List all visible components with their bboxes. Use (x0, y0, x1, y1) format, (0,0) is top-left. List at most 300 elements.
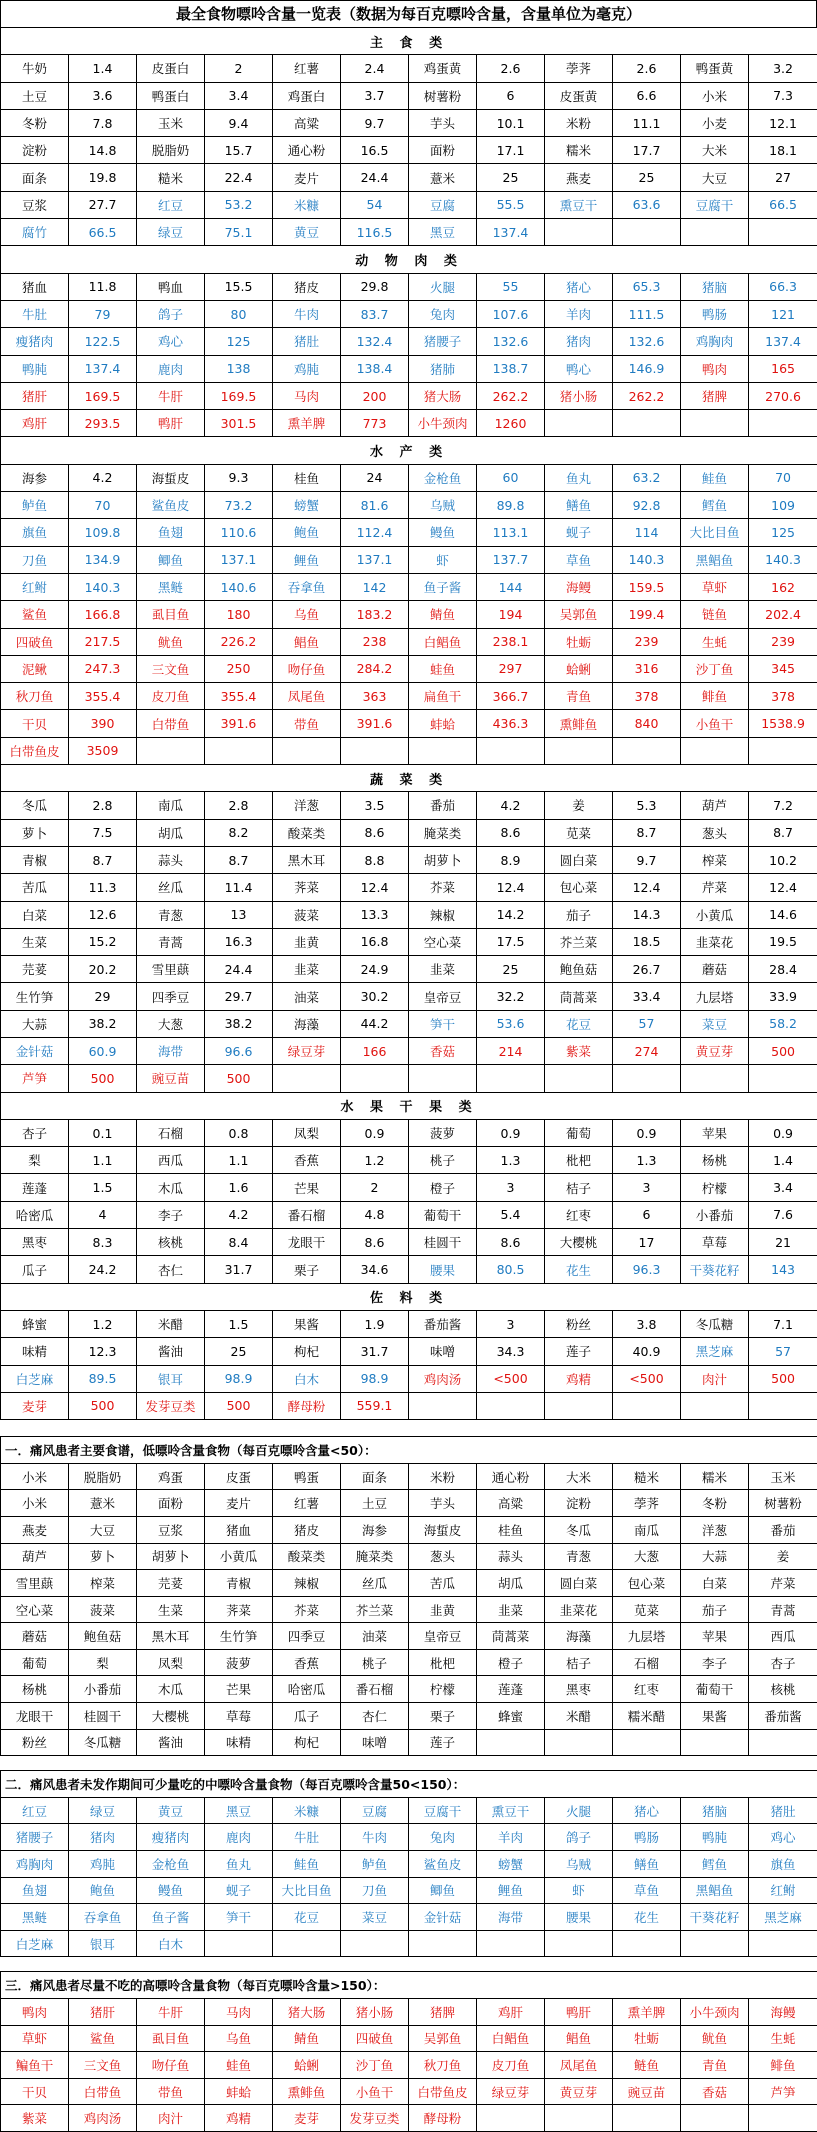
food-item: 发芽豆类 (341, 2105, 409, 2132)
food-item (613, 2105, 681, 2132)
food-item: 红鲋 (749, 1877, 817, 1904)
purine-value: 6.6 (613, 82, 681, 109)
food-name: 鲳鱼 (273, 628, 341, 655)
food-name: 荸荠 (545, 55, 613, 82)
food-item: 萝卜 (69, 1543, 137, 1570)
food-name: 鲫鱼 (137, 546, 205, 573)
table-row (1, 1676, 817, 1703)
purine-value: 109.8 (69, 519, 137, 546)
food-name: 麦片 (273, 164, 341, 191)
food-name: 芥菜 (409, 874, 477, 901)
food-item: 红薯 (273, 1490, 341, 1517)
food-name: 豌豆苗 (137, 1065, 205, 1092)
food-item: 兔肉 (409, 1824, 477, 1851)
purine-value: 96.6 (205, 1037, 273, 1064)
purine-value: 436.3 (477, 710, 545, 737)
food-name: 猪大肠 (409, 382, 477, 409)
food-name: 豆浆 (1, 191, 69, 218)
section-header: 主 食 类 (1, 28, 817, 55)
food-item: 蚌蛤 (205, 2078, 273, 2105)
food-item: 青葱 (545, 1543, 613, 1570)
purine-value: 125 (205, 328, 273, 355)
purine-value: 15.7 (205, 137, 273, 164)
food-name: 味噌 (409, 1338, 477, 1365)
table-row (1, 1010, 817, 1037)
food-name: 猪脑 (681, 273, 749, 300)
food-item: 鲑鱼 (273, 1851, 341, 1878)
food-name: 猪心 (545, 273, 613, 300)
table-row (1, 1570, 817, 1597)
purine-value: 33.9 (749, 983, 817, 1010)
food-name: 桃子 (409, 1147, 477, 1174)
food-name (409, 1065, 477, 1092)
food-name: 鲤鱼 (273, 546, 341, 573)
purine-value: 24.4 (341, 164, 409, 191)
food-name: 柠檬 (681, 1174, 749, 1201)
food-item: 牛肝 (137, 1999, 205, 2026)
food-item: 猪心 (613, 1797, 681, 1824)
purine-value: 138 (205, 355, 273, 382)
food-item: 猪大肠 (273, 1999, 341, 2026)
food-item: 猪小肠 (341, 1999, 409, 2026)
purine-value: 16.5 (341, 137, 409, 164)
purine-value: 18.1 (749, 137, 817, 164)
food-item: 瘦猪肉 (137, 1824, 205, 1851)
table-row (1, 1930, 817, 1957)
food-name: 菠菜 (273, 901, 341, 928)
food-name: 黑豆 (409, 219, 477, 246)
food-name: 鸭蛋黄 (681, 55, 749, 82)
food-name: 鸡胸肉 (681, 328, 749, 355)
food-name: 四破鱼 (1, 628, 69, 655)
spacer (0, 1756, 817, 1770)
food-name: 韭菜 (273, 956, 341, 983)
purine-value: 80 (205, 300, 273, 327)
purine-value: 31.7 (205, 1256, 273, 1283)
food-item: 吻仔鱼 (137, 2052, 205, 2079)
food-name (545, 737, 613, 764)
food-name: 菠萝 (409, 1119, 477, 1146)
food-name: 红枣 (545, 1201, 613, 1228)
purine-value: 19.5 (749, 928, 817, 955)
food-name: 空心菜 (409, 928, 477, 955)
purine-value: 53.2 (205, 191, 273, 218)
food-name: 蛤蜊 (545, 655, 613, 682)
food-item: 大豆 (69, 1516, 137, 1543)
purine-value: <500 (613, 1365, 681, 1392)
food-item: 核桃 (749, 1676, 817, 1703)
food-name: 桂圆干 (409, 1229, 477, 1256)
food-name: 韭黄 (273, 928, 341, 955)
table-row (1, 109, 817, 136)
food-item: 瓜子 (273, 1703, 341, 1730)
food-name: 花豆 (545, 1010, 613, 1037)
food-name: 绿豆 (137, 219, 205, 246)
purine-value: 1.3 (477, 1147, 545, 1174)
food-item: 马肉 (205, 1999, 273, 2026)
food-item: 鸡胸肉 (1, 1851, 69, 1878)
food-name (273, 737, 341, 764)
food-name: 姜 (545, 792, 613, 819)
food-name: 鸭肉 (681, 355, 749, 382)
purine-value: 773 (341, 410, 409, 437)
food-name: 辣椒 (409, 901, 477, 928)
purine-value: 17.1 (477, 137, 545, 164)
food-name: 乌贼 (409, 492, 477, 519)
food-name: 鳝鱼 (545, 492, 613, 519)
purine-value (477, 737, 545, 764)
food-name: 胡瓜 (137, 819, 205, 846)
food-name: 鲍鱼 (273, 519, 341, 546)
food-name: 熏豆干 (545, 191, 613, 218)
food-item: 鲍鱼 (69, 1877, 137, 1904)
food-name: 蘑菇 (681, 956, 749, 983)
food-item: 笋干 (205, 1904, 273, 1931)
purine-value (477, 1392, 545, 1419)
food-name: 刀鱼 (1, 546, 69, 573)
table-row (1, 874, 817, 901)
food-item: 鸡肫 (69, 1851, 137, 1878)
food-item: 榨菜 (69, 1570, 137, 1597)
purine-value: 137.4 (477, 219, 545, 246)
table-row (1, 1365, 817, 1392)
purine-value: 109 (749, 492, 817, 519)
purine-value: 57 (749, 1338, 817, 1365)
food-item: 荠菜 (205, 1596, 273, 1623)
food-name: 苹果 (681, 1119, 749, 1146)
purine-value: 15.5 (205, 273, 273, 300)
food-name: 笋干 (409, 1010, 477, 1037)
food-item (613, 1729, 681, 1756)
purine-value: 3.4 (749, 1174, 817, 1201)
food-item: 秋刀鱼 (409, 2052, 477, 2079)
food-item: 苹果 (681, 1623, 749, 1650)
food-name: 蛙鱼 (409, 655, 477, 682)
food-item (477, 1729, 545, 1756)
food-name: 蜂蜜 (1, 1310, 69, 1337)
purine-value: 239 (613, 628, 681, 655)
table-row (1, 928, 817, 955)
purine-value: 24.9 (341, 956, 409, 983)
purine-value: 9.3 (205, 464, 273, 491)
food-name (681, 1392, 749, 1419)
food-item: 小米 (1, 1490, 69, 1517)
food-item: 橙子 (477, 1649, 545, 1676)
food-name: 扁鱼干 (409, 683, 477, 710)
food-name: 猪皮 (273, 273, 341, 300)
purine-value: 1.5 (69, 1174, 137, 1201)
food-item (477, 1930, 545, 1957)
food-item: 熏羊脾 (613, 1999, 681, 2026)
purine-value: 5.4 (477, 1201, 545, 1228)
food-name: 糙米 (137, 164, 205, 191)
purine-value: 274 (613, 1037, 681, 1064)
purine-value: 1.4 (749, 1147, 817, 1174)
purine-value: 65.3 (613, 273, 681, 300)
food-item: 冬粉 (681, 1490, 749, 1517)
food-name: 鱿鱼 (137, 628, 205, 655)
food-item: 鲨鱼 (69, 2025, 137, 2052)
food-name: 鲑鱼 (681, 464, 749, 491)
food-item: 圆白菜 (545, 1570, 613, 1597)
food-item: 九层塔 (613, 1623, 681, 1650)
purine-value: 5.3 (613, 792, 681, 819)
food-item: 绿豆 (69, 1797, 137, 1824)
purine-value: 17.5 (477, 928, 545, 955)
food-item: 草虾 (1, 2025, 69, 2052)
purine-value: 2 (205, 55, 273, 82)
purine-value: 0.8 (205, 1119, 273, 1146)
food-item: 猪皮 (273, 1516, 341, 1543)
food-name: 蒜头 (137, 846, 205, 873)
food-name: 秋刀鱼 (1, 683, 69, 710)
food-item: 海鳗 (749, 1999, 817, 2026)
purine-value (613, 1392, 681, 1419)
purine-value: 80.5 (477, 1256, 545, 1283)
food-item: 木瓜 (137, 1676, 205, 1703)
food-item: 高粱 (477, 1490, 545, 1517)
food-item (681, 2105, 749, 2132)
food-item (613, 1930, 681, 1957)
food-name: 丝瓜 (137, 874, 205, 901)
food-item: 雪里蕻 (1, 1570, 69, 1597)
food-name: 葫芦 (681, 792, 749, 819)
purine-value: 238.1 (477, 628, 545, 655)
food-name: 芒果 (273, 1174, 341, 1201)
purine-value: 390 (69, 710, 137, 737)
food-name: 皮蛋白 (137, 55, 205, 82)
food-item: 豌豆苗 (613, 2078, 681, 2105)
purine-value: 29.7 (205, 983, 273, 1010)
food-item: 小牛颈肉 (681, 1999, 749, 2026)
table-row (1, 1037, 817, 1064)
food-name: 蚌蛤 (409, 710, 477, 737)
food-item: 包心菜 (613, 1570, 681, 1597)
purine-value: 53.6 (477, 1010, 545, 1037)
purine-value: 8.9 (477, 846, 545, 873)
purine-value (749, 1065, 817, 1092)
purine-value: 55 (477, 273, 545, 300)
food-item: 鲳鱼 (545, 2025, 613, 2052)
food-name: 蚬子 (545, 519, 613, 546)
food-name: 鸽子 (137, 300, 205, 327)
table-row (1, 273, 817, 300)
food-item (545, 1729, 613, 1756)
food-item: 小黄瓜 (205, 1543, 273, 1570)
purine-value: 2 (341, 1174, 409, 1201)
purine-value: 316 (613, 655, 681, 682)
food-name: 腰果 (409, 1256, 477, 1283)
purine-value: 238 (341, 628, 409, 655)
table-row (1, 300, 817, 327)
table-row (1, 1851, 817, 1878)
food-name: 黄豆 (273, 219, 341, 246)
food-item: 冬瓜 (545, 1516, 613, 1543)
purine-value: 840 (613, 710, 681, 737)
food-name: 芋头 (409, 109, 477, 136)
food-name (409, 1392, 477, 1419)
food-item: 鳕鱼 (681, 1851, 749, 1878)
table-row (1, 164, 817, 191)
food-item: 芹菜 (749, 1570, 817, 1597)
purine-value: 142 (341, 573, 409, 600)
food-name: 凤梨 (273, 1119, 341, 1146)
food-name: 鸭肫 (1, 355, 69, 382)
purine-value: 3 (477, 1174, 545, 1201)
food-item: 粉丝 (1, 1729, 69, 1756)
purine-value: 137.4 (749, 328, 817, 355)
food-name: 小黄瓜 (681, 901, 749, 928)
purine-value: 66.3 (749, 273, 817, 300)
food-item: 冬瓜糖 (69, 1729, 137, 1756)
section-header: 动 物 肉 类 (1, 246, 817, 273)
purine-value (613, 219, 681, 246)
food-name: 吞拿鱼 (273, 573, 341, 600)
purine-value: 262.2 (477, 382, 545, 409)
food-name: 树薯粉 (409, 82, 477, 109)
section-header: 水 产 类 (1, 437, 817, 464)
food-name: 鱼丸 (545, 464, 613, 491)
purine-value: 166.8 (69, 601, 137, 628)
purine-value: 137.1 (205, 546, 273, 573)
table-row (1, 55, 817, 82)
purine-value: 4.2 (69, 464, 137, 491)
food-item: 带鱼 (137, 2078, 205, 2105)
purine-value: 144 (477, 573, 545, 600)
food-item: 白带鱼 (69, 2078, 137, 2105)
food-item: 蛤蜊 (273, 2052, 341, 2079)
food-item: 西瓜 (749, 1623, 817, 1650)
food-name: 鸭蛋白 (137, 82, 205, 109)
purine-value: 140.3 (749, 546, 817, 573)
purine-value: 8.7 (613, 819, 681, 846)
food-name: 茼蒿菜 (545, 983, 613, 1010)
purine-value: 27 (749, 164, 817, 191)
purine-value: 38.2 (205, 1010, 273, 1037)
table-row (1, 710, 817, 737)
food-name: 金针菇 (1, 1037, 69, 1064)
purine-value: 6 (613, 1201, 681, 1228)
food-item: 栗子 (409, 1703, 477, 1730)
food-name: 链鱼 (681, 601, 749, 628)
section-header: 佐 料 类 (1, 1283, 817, 1310)
purine-value: 143 (749, 1256, 817, 1283)
food-name (681, 1065, 749, 1092)
food-item: 葱头 (409, 1543, 477, 1570)
food-name: 杏子 (1, 1119, 69, 1146)
food-item (477, 2105, 545, 2132)
food-name: 鱼子酱 (409, 573, 477, 600)
spacer (0, 1420, 817, 1436)
food-name: 鲨鱼皮 (137, 492, 205, 519)
section-header: 水 果 干 果 类 (1, 1092, 817, 1119)
table-row (1, 546, 817, 573)
purine-value: 1.6 (205, 1174, 273, 1201)
food-name (137, 737, 205, 764)
food-name: 青鱼 (545, 683, 613, 710)
table-row (1, 601, 817, 628)
food-item: 香菇 (681, 2078, 749, 2105)
purine-value: 60 (477, 464, 545, 491)
food-item: 鸡心 (749, 1824, 817, 1851)
table-row (1, 1310, 817, 1337)
table-row (1, 1229, 817, 1256)
food-item: 黑芝麻 (749, 1904, 817, 1931)
food-name: 冬粉 (1, 109, 69, 136)
purine-value: 162 (749, 573, 817, 600)
food-name: 鲭鱼 (409, 601, 477, 628)
food-name: 鸡蛋白 (273, 82, 341, 109)
food-name: 青葱 (137, 901, 205, 928)
food-name: 鸭肝 (137, 410, 205, 437)
purine-value: 22.4 (205, 164, 273, 191)
food-item: 鱼翅 (1, 1877, 69, 1904)
food-name: 吴郭鱼 (545, 601, 613, 628)
purine-value: 66.5 (749, 191, 817, 218)
purine-value: 132.6 (613, 328, 681, 355)
food-item: 酱油 (137, 1729, 205, 1756)
food-name: 面粉 (409, 137, 477, 164)
food-item: 豆腐干 (409, 1797, 477, 1824)
food-name: 鲈鱼 (1, 492, 69, 519)
food-item: 虱目鱼 (137, 2025, 205, 2052)
food-item: 绿豆芽 (477, 2078, 545, 2105)
food-item: 皮刀鱼 (477, 2052, 545, 2079)
food-item: 苋菜 (613, 1596, 681, 1623)
food-name: 生菜 (1, 928, 69, 955)
food-name: 芫荽 (1, 956, 69, 983)
group-heading: 二．痛风患者未发作期间可少量吃的中嘌呤含量食物（每百克嘌呤含量50<150）： (1, 1771, 817, 1798)
food-name: 熏羊脾 (273, 410, 341, 437)
purine-value: 500 (749, 1037, 817, 1064)
food-name: 小番茄 (681, 1201, 749, 1228)
purine-value: 11.1 (613, 109, 681, 136)
food-item: 鳊鱼干 (1, 2052, 69, 2079)
food-item: 干贝 (1, 2078, 69, 2105)
food-name: 米糠 (273, 191, 341, 218)
food-item: 芋头 (409, 1490, 477, 1517)
food-name: 鸡肫 (273, 355, 341, 382)
food-name (273, 1065, 341, 1092)
food-name: 白鲳鱼 (409, 628, 477, 655)
purine-value: 40.9 (613, 1338, 681, 1365)
table-row (1, 137, 817, 164)
food-name: 螃蟹 (273, 492, 341, 519)
food-item: 虾 (545, 1877, 613, 1904)
food-item: 腰果 (545, 1904, 613, 1931)
food-name: 黑鲳鱼 (681, 546, 749, 573)
food-name: 猪肚 (273, 328, 341, 355)
food-name: 吻仔鱼 (273, 655, 341, 682)
food-item: 胡萝卜 (137, 1543, 205, 1570)
food-name: 生竹笋 (1, 983, 69, 1010)
food-name: 绿豆芽 (273, 1037, 341, 1064)
food-name: 皮刀鱼 (137, 683, 205, 710)
food-item: 白芝麻 (1, 1930, 69, 1957)
purine-value: 1.1 (205, 1147, 273, 1174)
table-row (1, 1596, 817, 1623)
purine-value: 28.4 (749, 956, 817, 983)
purine-value: 3.2 (749, 55, 817, 82)
food-item: 猪肉 (69, 1824, 137, 1851)
food-item: 牡蛎 (613, 2025, 681, 2052)
purine-value: 4.2 (205, 1201, 273, 1228)
purine-value: 112.4 (341, 519, 409, 546)
table-row (1, 1490, 817, 1517)
food-name: 味精 (1, 1338, 69, 1365)
food-item: 茄子 (681, 1596, 749, 1623)
purine-value: 14.3 (613, 901, 681, 928)
